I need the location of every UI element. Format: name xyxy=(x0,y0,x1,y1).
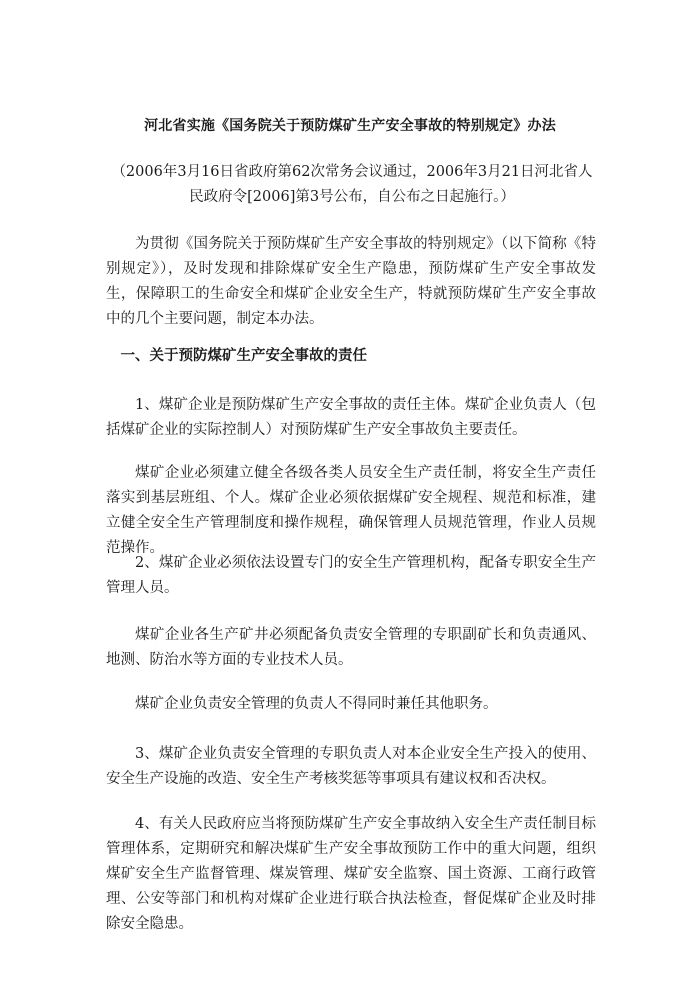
document-title: 河北省实施《国务院关于预防煤矿生产安全事故的特别规定》办法 xyxy=(144,118,556,134)
paragraph: 3、煤矿企业负责安全管理的专职负责人对本企业安全生产投入的使用、安全生产设施的改造、安全生产考核奖惩等事项具有建议权和否决权。 xyxy=(106,746,596,787)
section-heading: 一、关于预防煤矿生产安全事故的责任 xyxy=(120,347,367,364)
paragraph: 4、有关人民政府应当将预防煤矿生产安全事故纳入安全生产责任制目标管理体系，定期研究和解决煤矿生产安全事故预防工作中的重大问题，组织煤矿安全生产监督管理、煤炭管理、煤矿安全监察、国土资源、工商行政管理、公安等部门和机构对煤矿企业进行联合执法检查，督促煤矿企业及时排除安全隐患。 xyxy=(106,816,596,932)
paragraph: 煤矿企业负责安全管理的负责人不得同时兼任其他职务。 xyxy=(135,696,498,712)
paragraph: 1、煤矿企业是预防煤矿生产安全事故的责任主体。煤矿企业负责人（包括煤矿企业的实际控制人）对预防煤矿生产安全事故负主要责任。 xyxy=(106,397,596,438)
preamble-paragraph: 为贯彻《国务院关于预防煤矿生产安全事故的特别规定》（以下简称《特别规定》），及时发现和排除煤矿安全生产隐患，预防煤矿生产安全事故发生，保障职工的生命安全和煤矿企业安全生产，特就预防煤矿生产安全事故中的几个主要问题，制定本办法。 xyxy=(106,236,596,327)
paragraph: 煤矿企业必须建立健全各级各类人员安全生产责任制，将安全生产责任落实到基层班组、个人。煤矿企业必须依据煤矿安全规程、规范和标准，建立健全安全生产管理制度和操作规程，确保管理人员规范管理，作业人员规范操作。 xyxy=(106,465,596,556)
paragraph: 煤矿企业各生产矿井必须配备负责安全管理的专职副矿长和负责通风、地测、防治水等方面的专业技术人员。 xyxy=(106,627,596,668)
adoption-note: （2006年3月16日省政府第62次常务会议通过，2006年3月21日河北省人民政府令[2006]第3号公布，自公布之日起施行。） xyxy=(111,164,593,205)
paragraph: 2、煤矿企业必须依法设置专门的安全生产管理机构，配备专职安全生产管理人员。 xyxy=(106,555,596,596)
